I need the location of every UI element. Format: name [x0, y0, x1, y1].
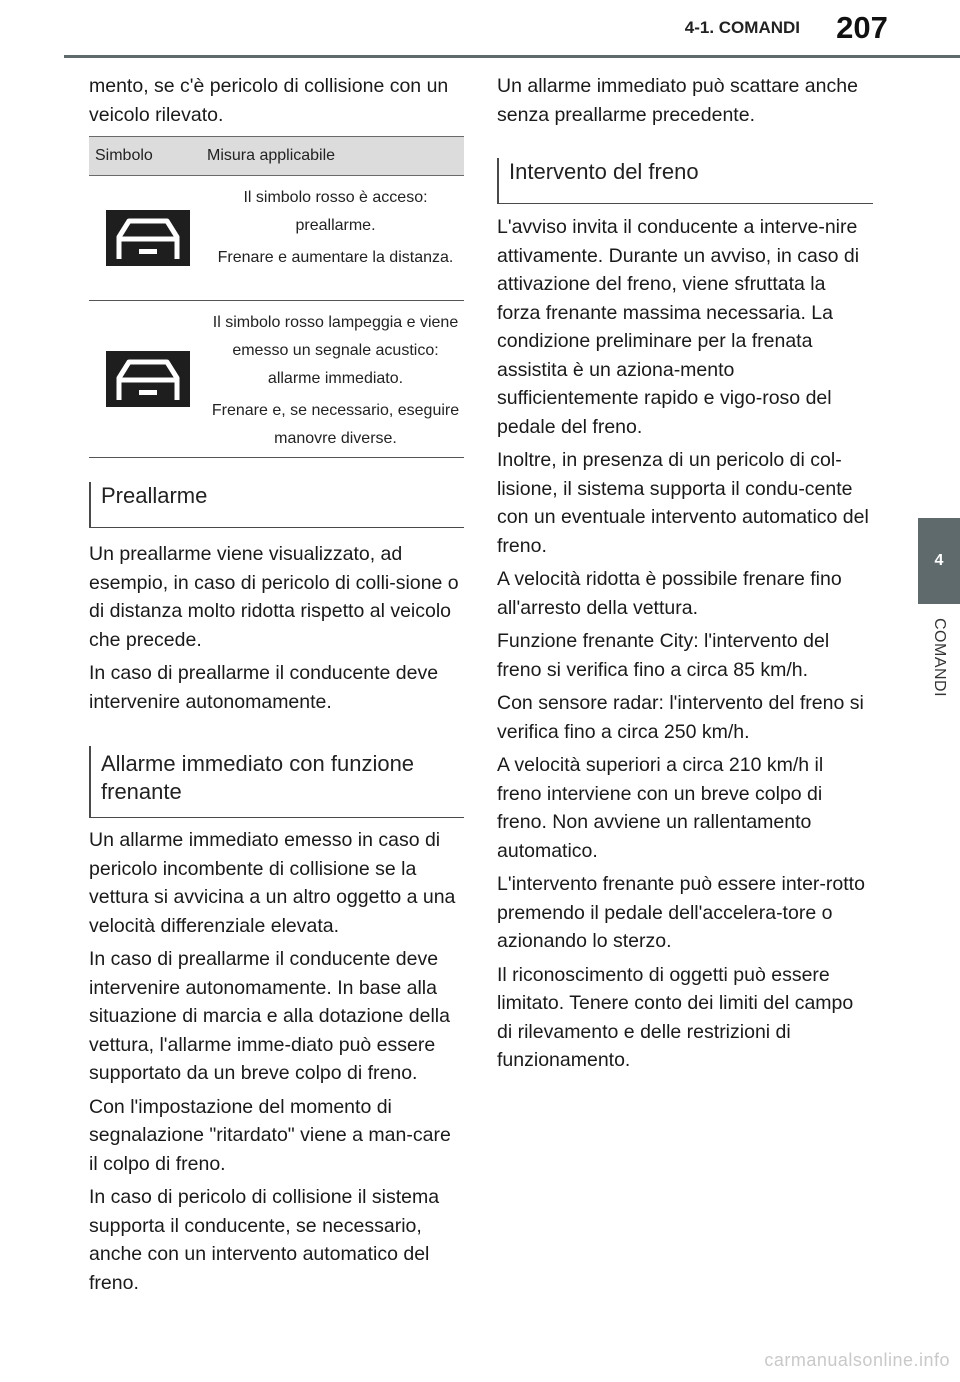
table-row	[89, 176, 464, 301]
measure-line: Frenare e aumentare la distanza.	[217, 249, 454, 266]
left-intro-paragraph: mento, se c'è pericolo di collisione con un veicolo rilevato.	[89, 75, 449, 126]
page-number: 207	[836, 10, 888, 45]
measure-line: Il simbolo rosso lampeggia e viene emesso un segnale acustico: allarme immediato.	[212, 314, 459, 387]
body-paragraph: Un preallarme viene visualizzato, ad esempio, in caso di pericolo di colli-sione o di distanza molto ridotta rispetto al veicolo che precede.	[89, 543, 459, 651]
body-paragraph: Un allarme immediato emesso in caso di pericolo incombente di collisione se la vettura si avvicina a un altro oggetto a una velocità differenziale elevata.	[89, 829, 456, 937]
footer-watermark: carmanualsonline.info	[764, 1350, 950, 1370]
symbol-cell	[89, 301, 207, 457]
red-car-warning-icon	[106, 351, 190, 407]
header-divider	[64, 55, 960, 58]
left-intro-block	[89, 72, 464, 129]
section-heading-immediate-alarm: Allarme immediato con funzione frenante	[89, 746, 464, 818]
body-paragraph: In caso di preallarme il conducente deve intervenire autonomamente. In base alla situazione di marcia e alla dotazione della vettura, l'allarme imme-diato può essere supportato da un breve colpo di freno.	[89, 948, 450, 1084]
measure-line: Il simbolo rosso è acceso: preallarme.	[243, 189, 428, 234]
section-heading-brake-intervention: Intervento del freno	[497, 158, 873, 204]
body-paragraph: Il riconoscimento di oggetti può essere limitato. Tenere conto dei limiti del campo di rilevamento e delle restrizioni di funzionamento.	[497, 963, 854, 1071]
body-paragraph: Con sensore radar: l'intervento del freno si verifica fino a circa 250 km/h.	[497, 692, 864, 743]
measure-cell	[207, 176, 464, 300]
section-heading-prealarm: Preallarme	[89, 482, 464, 528]
body-paragraph: A velocità superiori a circa 210 km/h il freno interviene con un breve colpo di freno. Non avviene un rallentamento automatico.	[497, 754, 824, 862]
red-car-warning-icon	[106, 210, 190, 266]
right-intro-paragraph: Un allarme immediato può scattare anche senza preallarme precedente.	[497, 75, 858, 126]
body-paragraph: Funzione frenante City: l'intervento del freno si verifica fino a circa 85 km/h.	[497, 630, 830, 681]
body-paragraph: L'avviso invita il conducente a interve-nire attivamente. Durante un avviso, in caso di attivazione del freno, viene sfruttata la forza frenante massima necessaria. La condizione preliminare per la frenata assistita è un aziona-mento sufficientemente rapido e vigo-roso del pedale del freno.	[497, 216, 860, 438]
brake-intervention-body	[497, 213, 873, 1075]
body-paragraph: A velocità ridotta è possibile frenare fino all'arresto della vettura.	[497, 568, 842, 619]
symbol-cell	[89, 176, 207, 300]
symbol-table	[89, 136, 464, 458]
prealarm-body	[89, 540, 464, 716]
body-paragraph: Con l'impostazione del momento di segnalazione "ritardato" viene a man-care il colpo di freno.	[89, 1095, 451, 1175]
body-paragraph: In caso di pericolo di collisione il sistema supporta il conducente, se necessario, anche con un intervento automatico del freno.	[89, 1186, 440, 1294]
body-paragraph: In caso di preallarme il conducente deve intervenire autonomamente.	[89, 662, 439, 713]
table-row	[89, 301, 464, 458]
measure-cell	[207, 301, 464, 457]
table-header-symbol: Simbolo	[95, 147, 153, 164]
body-paragraph: L'intervento frenante può essere inter-rotto premendo il pedale dell'accelera-tore o azionando lo sterzo.	[497, 873, 865, 952]
immediate-alarm-body	[89, 826, 464, 1297]
table-header-row	[89, 136, 464, 176]
measure-line: Frenare e, se necessario, eseguire manovre diverse.	[211, 402, 460, 447]
right-intro-block	[497, 72, 873, 129]
table-header-measure: Misura applicabile	[207, 147, 336, 164]
running-header: 4-1. COMANDI	[684, 18, 800, 37]
body-paragraph: Inoltre, in presenza di un pericolo di col-lisione, il sistema supporta il condu-cente con un eventuale intervento automatico del freno.	[497, 449, 869, 557]
chapter-label: COMANDI	[931, 618, 948, 698]
chapter-tab: 4	[918, 518, 960, 604]
